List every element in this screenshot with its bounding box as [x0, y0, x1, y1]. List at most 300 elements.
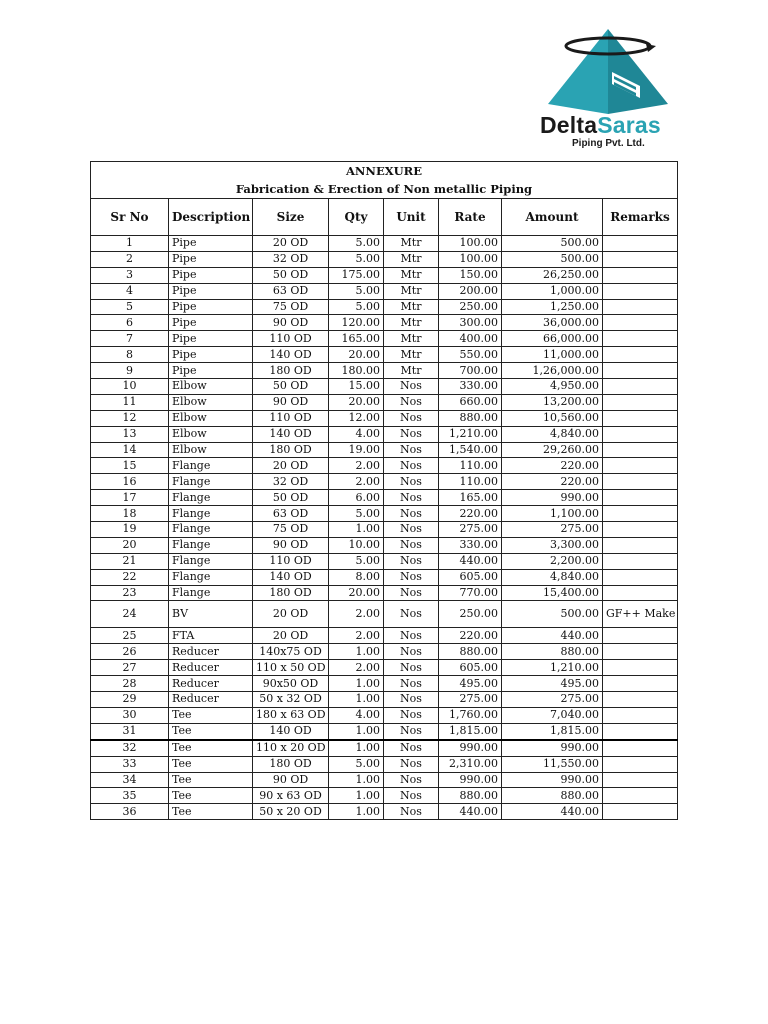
- table-cell: 17: [91, 490, 169, 506]
- document-title: ANNEXURE: [91, 162, 678, 180]
- table-cell: 50 OD: [253, 490, 329, 506]
- table-cell: 13,200.00: [502, 394, 603, 410]
- table-cell: 1.00: [329, 772, 384, 788]
- table-cell: Tee: [169, 756, 253, 772]
- table-cell: Nos: [384, 628, 439, 644]
- table-cell: 20.00: [329, 394, 384, 410]
- table-cell: 34: [91, 772, 169, 788]
- table-row: [91, 676, 678, 692]
- table-cell: 1,815.00: [502, 723, 603, 739]
- table-cell: Pipe: [169, 347, 253, 363]
- table-row: [91, 236, 678, 252]
- table-row: [91, 772, 678, 788]
- table-cell: 36,000.00: [502, 315, 603, 331]
- table-cell: [603, 490, 678, 506]
- table-cell: 10: [91, 379, 169, 395]
- table-cell: 275.00: [502, 692, 603, 708]
- table-cell: 24: [91, 601, 169, 628]
- table-cell: [603, 756, 678, 772]
- table-cell: 2.00: [329, 628, 384, 644]
- table-cell: 23: [91, 585, 169, 601]
- table-cell: 5: [91, 299, 169, 315]
- table-cell: 100.00: [439, 251, 502, 267]
- table-cell: 9: [91, 363, 169, 379]
- table-cell: Pipe: [169, 267, 253, 283]
- table-cell: Pipe: [169, 299, 253, 315]
- table-cell: 120.00: [329, 315, 384, 331]
- table-cell: 32 OD: [253, 251, 329, 267]
- table-cell: 1.00: [329, 676, 384, 692]
- table-cell: Nos: [384, 410, 439, 426]
- table-cell: 90 OD: [253, 537, 329, 553]
- table-cell: 770.00: [439, 585, 502, 601]
- column-header: Description: [169, 199, 253, 236]
- table-cell: Nos: [384, 692, 439, 708]
- table-cell: 2.00: [329, 474, 384, 490]
- table-cell: 180 OD: [253, 363, 329, 379]
- table-row: [91, 363, 678, 379]
- table-row: [91, 723, 678, 739]
- table-cell: Nos: [384, 601, 439, 628]
- table-cell: 5.00: [329, 251, 384, 267]
- table-cell: 29,260.00: [502, 442, 603, 458]
- table-cell: 1: [91, 236, 169, 252]
- table-cell: 33: [91, 756, 169, 772]
- table-cell: 300.00: [439, 315, 502, 331]
- table-cell: Mtr: [384, 363, 439, 379]
- table-cell: 275.00: [502, 522, 603, 538]
- table-cell: [603, 740, 678, 756]
- table-cell: Mtr: [384, 347, 439, 363]
- table-cell: Nos: [384, 474, 439, 490]
- table-cell: 220.00: [502, 474, 603, 490]
- annexure-table: [90, 161, 678, 820]
- table-cell: 1,540.00: [439, 442, 502, 458]
- table-cell: 12.00: [329, 410, 384, 426]
- table-row: [91, 474, 678, 490]
- company-logo: [528, 24, 708, 154]
- table-cell: 2.00: [329, 601, 384, 628]
- table-cell: [603, 299, 678, 315]
- table-cell: Nos: [384, 379, 439, 395]
- table-cell: [603, 723, 678, 739]
- table-cell: 140 OD: [253, 426, 329, 442]
- table-cell: 22: [91, 569, 169, 585]
- table-cell: 110 x 20 OD: [253, 740, 329, 756]
- table-cell: 13: [91, 426, 169, 442]
- table-cell: [603, 331, 678, 347]
- table-cell: Flange: [169, 490, 253, 506]
- table-cell: Pipe: [169, 283, 253, 299]
- table-cell: 990.00: [439, 740, 502, 756]
- table-cell: Tee: [169, 788, 253, 804]
- column-header: Qty: [329, 199, 384, 236]
- table-cell: 220.00: [439, 628, 502, 644]
- table-cell: Tee: [169, 707, 253, 723]
- table-cell: 35: [91, 788, 169, 804]
- table-cell: 15,400.00: [502, 585, 603, 601]
- table-cell: Tee: [169, 723, 253, 739]
- table-cell: 4,840.00: [502, 569, 603, 585]
- table-cell: 880.00: [502, 644, 603, 660]
- table-cell: 1.00: [329, 740, 384, 756]
- brand-name: DeltaSaras: [540, 112, 661, 138]
- table-cell: 11,000.00: [502, 347, 603, 363]
- table-cell: 2.00: [329, 458, 384, 474]
- table-cell: Nos: [384, 788, 439, 804]
- table-cell: Elbow: [169, 442, 253, 458]
- table-cell: 8.00: [329, 569, 384, 585]
- table-cell: 440.00: [502, 628, 603, 644]
- table-cell: 1,250.00: [502, 299, 603, 315]
- table-cell: [603, 442, 678, 458]
- table-cell: 21: [91, 553, 169, 569]
- table-cell: Nos: [384, 569, 439, 585]
- table-row: [91, 251, 678, 267]
- table-cell: [603, 569, 678, 585]
- table-row: [91, 788, 678, 804]
- table-cell: Nos: [384, 458, 439, 474]
- table-cell: Nos: [384, 394, 439, 410]
- table-cell: Pipe: [169, 251, 253, 267]
- table-cell: Nos: [384, 426, 439, 442]
- table-cell: 1,210.00: [502, 660, 603, 676]
- table-cell: Reducer: [169, 644, 253, 660]
- table-cell: 495.00: [439, 676, 502, 692]
- table-cell: [603, 426, 678, 442]
- document-subtitle: Fabrication & Erection of Non metallic Piping: [91, 179, 678, 199]
- table-cell: Mtr: [384, 331, 439, 347]
- table-cell: [603, 788, 678, 804]
- table-cell: 30: [91, 707, 169, 723]
- table-cell: 180.00: [329, 363, 384, 379]
- table-row: [91, 756, 678, 772]
- table-cell: 495.00: [502, 676, 603, 692]
- table-cell: 250.00: [439, 601, 502, 628]
- table-cell: 4,950.00: [502, 379, 603, 395]
- table-cell: Nos: [384, 490, 439, 506]
- table-cell: Reducer: [169, 676, 253, 692]
- table-cell: 10.00: [329, 537, 384, 553]
- table-cell: 90 x 63 OD: [253, 788, 329, 804]
- table-row: [91, 740, 678, 756]
- table-cell: 175.00: [329, 267, 384, 283]
- table-cell: 19: [91, 522, 169, 538]
- table-cell: [603, 283, 678, 299]
- table-cell: Pipe: [169, 315, 253, 331]
- table-cell: 50 OD: [253, 379, 329, 395]
- table-cell: 180 OD: [253, 442, 329, 458]
- table-cell: 2,200.00: [502, 553, 603, 569]
- table-cell: 110 OD: [253, 410, 329, 426]
- table-row: [91, 442, 678, 458]
- table-cell: 20 OD: [253, 601, 329, 628]
- table-cell: 275.00: [439, 692, 502, 708]
- table-cell: 90 OD: [253, 772, 329, 788]
- table-cell: 15: [91, 458, 169, 474]
- table-cell: [603, 585, 678, 601]
- table-row: [91, 804, 678, 820]
- table-cell: 605.00: [439, 660, 502, 676]
- table-row: [91, 553, 678, 569]
- table-cell: 110 x 50 OD: [253, 660, 329, 676]
- table-cell: Nos: [384, 756, 439, 772]
- table-cell: Tee: [169, 740, 253, 756]
- table-cell: 2,310.00: [439, 756, 502, 772]
- table-cell: 110.00: [439, 474, 502, 490]
- table-cell: Pipe: [169, 363, 253, 379]
- table-cell: 5.00: [329, 299, 384, 315]
- table-cell: 140x75 OD: [253, 644, 329, 660]
- table-cell: Reducer: [169, 660, 253, 676]
- table-cell: 220.00: [502, 458, 603, 474]
- table-row: [91, 585, 678, 601]
- table-cell: Flange: [169, 553, 253, 569]
- table-cell: 100.00: [439, 236, 502, 252]
- table-cell: 20 OD: [253, 628, 329, 644]
- table-cell: [603, 772, 678, 788]
- table-cell: Nos: [384, 537, 439, 553]
- table-cell: 7,040.00: [502, 707, 603, 723]
- table-row: [91, 506, 678, 522]
- table-row: [91, 331, 678, 347]
- table-cell: 16: [91, 474, 169, 490]
- table-cell: 500.00: [502, 236, 603, 252]
- table-cell: 1.00: [329, 788, 384, 804]
- table-cell: 110.00: [439, 458, 502, 474]
- table-row: [91, 569, 678, 585]
- table-cell: Flange: [169, 506, 253, 522]
- table-cell: 75 OD: [253, 299, 329, 315]
- table-cell: 440.00: [502, 804, 603, 820]
- table-cell: 5.00: [329, 283, 384, 299]
- table-cell: Flange: [169, 474, 253, 490]
- table-cell: 1,000.00: [502, 283, 603, 299]
- table-row: [91, 426, 678, 442]
- table-cell: 8: [91, 347, 169, 363]
- table-cell: Nos: [384, 707, 439, 723]
- table-cell: 4: [91, 283, 169, 299]
- table-row: [91, 299, 678, 315]
- table-cell: Pipe: [169, 331, 253, 347]
- table-cell: Nos: [384, 676, 439, 692]
- pyramid-logo-icon: [528, 24, 708, 119]
- table-cell: Flange: [169, 569, 253, 585]
- table-cell: 700.00: [439, 363, 502, 379]
- table-cell: 1.00: [329, 692, 384, 708]
- table-cell: 25: [91, 628, 169, 644]
- table-cell: [603, 506, 678, 522]
- table-cell: [603, 660, 678, 676]
- table-cell: 250.00: [439, 299, 502, 315]
- table-row: [91, 283, 678, 299]
- table-cell: 11,550.00: [502, 756, 603, 772]
- table-cell: 6.00: [329, 490, 384, 506]
- table-row: [91, 628, 678, 644]
- table-cell: 440.00: [439, 804, 502, 820]
- table-cell: 26,250.00: [502, 267, 603, 283]
- table-cell: 1.00: [329, 723, 384, 739]
- table-cell: 3,300.00: [502, 537, 603, 553]
- table-cell: [603, 537, 678, 553]
- table-cell: 180 OD: [253, 585, 329, 601]
- table-cell: Tee: [169, 772, 253, 788]
- table-row: [91, 660, 678, 676]
- table-cell: [603, 676, 678, 692]
- table-cell: Nos: [384, 553, 439, 569]
- table-cell: 31: [91, 723, 169, 739]
- table-cell: 2: [91, 251, 169, 267]
- table-cell: [603, 458, 678, 474]
- table-row: [91, 347, 678, 363]
- brand-subtitle: Piping Pvt. Ltd.: [572, 138, 645, 149]
- table-cell: Nos: [384, 585, 439, 601]
- table-cell: Flange: [169, 458, 253, 474]
- table-cell: 26: [91, 644, 169, 660]
- table-cell: Mtr: [384, 251, 439, 267]
- table-cell: 165.00: [439, 490, 502, 506]
- table-cell: 180 OD: [253, 756, 329, 772]
- table-cell: [603, 347, 678, 363]
- table-cell: 32: [91, 740, 169, 756]
- table-cell: 50 x 32 OD: [253, 692, 329, 708]
- table-cell: 880.00: [439, 644, 502, 660]
- table-cell: [603, 363, 678, 379]
- table-cell: Nos: [384, 740, 439, 756]
- table-cell: 4.00: [329, 707, 384, 723]
- table-cell: 18: [91, 506, 169, 522]
- table-cell: [603, 315, 678, 331]
- table-row: [91, 537, 678, 553]
- table-cell: 6: [91, 315, 169, 331]
- table-cell: 1,26,000.00: [502, 363, 603, 379]
- table-cell: 50 OD: [253, 267, 329, 283]
- table-cell: [603, 251, 678, 267]
- table-row: [91, 315, 678, 331]
- table-cell: 880.00: [502, 788, 603, 804]
- table-cell: [603, 692, 678, 708]
- table-cell: Flange: [169, 537, 253, 553]
- table-cell: 5.00: [329, 506, 384, 522]
- table-cell: Nos: [384, 442, 439, 458]
- table-cell: Elbow: [169, 410, 253, 426]
- table-cell: 20 OD: [253, 458, 329, 474]
- table-cell: 275.00: [439, 522, 502, 538]
- table-cell: Nos: [384, 804, 439, 820]
- column-header: Sr No: [91, 199, 169, 236]
- table-cell: 63 OD: [253, 283, 329, 299]
- table-cell: 90 OD: [253, 394, 329, 410]
- table-cell: Nos: [384, 644, 439, 660]
- table-cell: [603, 628, 678, 644]
- table-cell: 400.00: [439, 331, 502, 347]
- table-cell: Flange: [169, 585, 253, 601]
- table-cell: 330.00: [439, 537, 502, 553]
- table-cell: 63 OD: [253, 506, 329, 522]
- table-cell: 66,000.00: [502, 331, 603, 347]
- table-cell: 20: [91, 537, 169, 553]
- table-cell: Nos: [384, 522, 439, 538]
- table-cell: Nos: [384, 660, 439, 676]
- table-cell: Mtr: [384, 315, 439, 331]
- table-cell: [603, 804, 678, 820]
- table-row: [91, 707, 678, 723]
- table-cell: 50 x 20 OD: [253, 804, 329, 820]
- table-cell: 3: [91, 267, 169, 283]
- table-cell: 12: [91, 410, 169, 426]
- table-cell: Reducer: [169, 692, 253, 708]
- table-cell: 36: [91, 804, 169, 820]
- table-row: [91, 490, 678, 506]
- table-cell: 110 OD: [253, 553, 329, 569]
- table-cell: 15.00: [329, 379, 384, 395]
- table-cell: Tee: [169, 804, 253, 820]
- table-cell: 220.00: [439, 506, 502, 522]
- table-cell: [603, 474, 678, 490]
- table-cell: 165.00: [329, 331, 384, 347]
- table-cell: 1.00: [329, 644, 384, 660]
- table-cell: 550.00: [439, 347, 502, 363]
- table-cell: 180 x 63 OD: [253, 707, 329, 723]
- table-cell: 150.00: [439, 267, 502, 283]
- table-cell: 1.00: [329, 522, 384, 538]
- column-header: Rate: [439, 199, 502, 236]
- table-row: [91, 410, 678, 426]
- table-cell: 4.00: [329, 426, 384, 442]
- table-cell: 500.00: [502, 601, 603, 628]
- table-cell: 1,100.00: [502, 506, 603, 522]
- table-cell: 990.00: [502, 740, 603, 756]
- table-cell: 10,560.00: [502, 410, 603, 426]
- table-cell: 20 OD: [253, 236, 329, 252]
- table-cell: [603, 553, 678, 569]
- table-cell: 140 OD: [253, 723, 329, 739]
- table-cell: 20.00: [329, 347, 384, 363]
- table-cell: 32 OD: [253, 474, 329, 490]
- table-cell: 28: [91, 676, 169, 692]
- table-cell: BV: [169, 601, 253, 628]
- table-cell: [603, 707, 678, 723]
- table-cell: [603, 522, 678, 538]
- table-cell: 140 OD: [253, 569, 329, 585]
- table-row: [91, 394, 678, 410]
- table-cell: 990.00: [502, 772, 603, 788]
- table-cell: 1.00: [329, 804, 384, 820]
- table-cell: Flange: [169, 522, 253, 538]
- table-cell: [603, 267, 678, 283]
- table-cell: 660.00: [439, 394, 502, 410]
- header-row: [91, 199, 678, 236]
- table-cell: Nos: [384, 723, 439, 739]
- table-cell: FTA: [169, 628, 253, 644]
- table-cell: 29: [91, 692, 169, 708]
- table-cell: 2.00: [329, 660, 384, 676]
- table-cell: [603, 410, 678, 426]
- table-cell: 1,760.00: [439, 707, 502, 723]
- table-cell: 140 OD: [253, 347, 329, 363]
- table-cell: 330.00: [439, 379, 502, 395]
- table-row: [91, 458, 678, 474]
- table-cell: 90x50 OD: [253, 676, 329, 692]
- table-cell: 11: [91, 394, 169, 410]
- table-cell: 75 OD: [253, 522, 329, 538]
- table-cell: Mtr: [384, 236, 439, 252]
- table-cell: 1,210.00: [439, 426, 502, 442]
- table-cell: Mtr: [384, 283, 439, 299]
- table-cell: 200.00: [439, 283, 502, 299]
- table-cell: 20.00: [329, 585, 384, 601]
- table-cell: [603, 644, 678, 660]
